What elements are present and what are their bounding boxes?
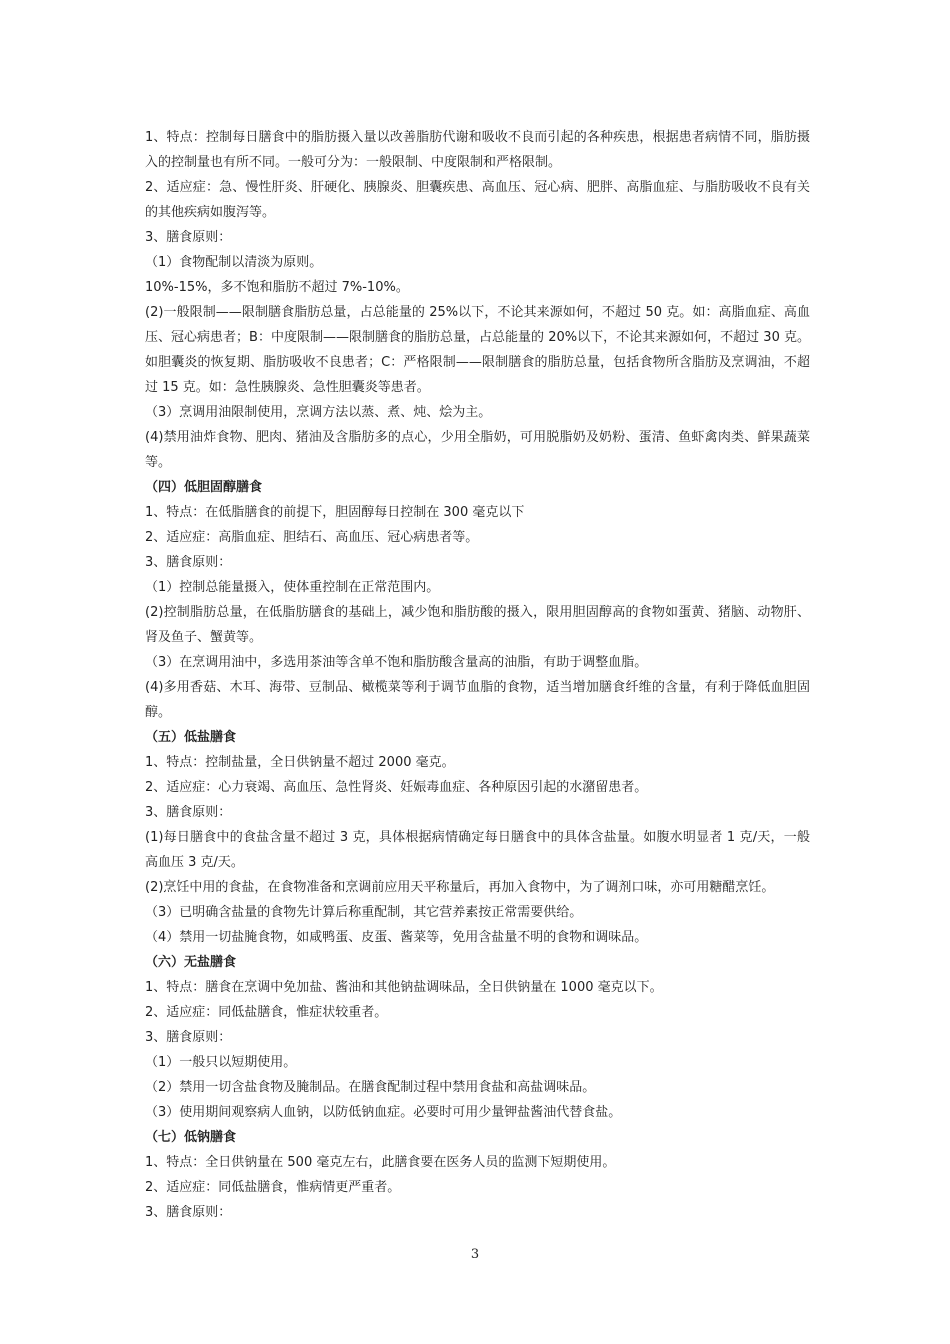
- body-paragraph: （3）在烹调用油中，多选用茶油等含单不饱和脂肪酸含量高的油脂，有助于调整血脂。: [145, 655, 648, 670]
- document-body: [145, 125, 810, 1225]
- body-paragraph: 1、特点：全日供钠量在 500 毫克左右，此膳食要在医务人员的监测下短期使用。: [145, 1155, 616, 1170]
- body-paragraph: （3）烹调用油限制使用，烹调方法以蒸、煮、炖、烩为主。: [145, 405, 492, 420]
- body-paragraph: 2、适应症：同低盐膳食，惟病情更严重者。: [145, 1180, 401, 1195]
- body-paragraph: （3）已明确含盐量的食物先计算后称重配制，其它营养素按正常需要供给。: [145, 905, 583, 920]
- body-paragraph: (2)烹饪中用的食盐，在食物准备和烹调前应用天平称量后，再加入食物中，为了调剂口味，亦可用糖醋烹饪。: [145, 880, 775, 895]
- body-paragraph: 1、特点：控制盐量，全日供钠量不超过 2000 毫克。: [145, 755, 455, 770]
- body-paragraph: (1)每日膳食中的食盐含量不超过 3 克，具体根据病情确定每日膳食中的具体含盐量。如腹水明显者 1 克/天，一般高血压 3 克/天。: [145, 830, 810, 870]
- body-paragraph: 3、膳食原则：: [145, 230, 232, 245]
- body-paragraph: (2)一般限制——限制膳食脂肪总量，占总能量的 25%以下，不论其来源如何，不超过 50 克。如：高脂血症、高血压、冠心病患者；B：中度限制——限制膳食的脂肪总量，占总能量的 20%以下，不论其来源如何，不超过 30 克。如胆囊炎的恢复期、脂肪吸收不良患者；C：严格限制——限制膳食的脂肪总量，包括食物所含脂肪及烹调油，不超过 15 克。如：急性胰腺炎、急性胆囊炎等患者。: [145, 305, 810, 395]
- body-paragraph: （4）禁用一切盐腌食物，如咸鸭蛋、皮蛋、酱菜等，免用含盐量不明的食物和调味品。: [145, 930, 648, 945]
- body-paragraph: 2、适应症：高脂血症、胆结石、高血压、冠心病患者等。: [145, 530, 479, 545]
- body-paragraph: （1）食物配制以清淡为原则。: [145, 255, 323, 270]
- section-heading: （五）低盐膳食: [145, 730, 237, 745]
- body-paragraph: 3、膳食原则：: [145, 1030, 232, 1045]
- body-paragraph: (4)多用香菇、木耳、海带、豆制品、橄榄菜等利于调节血脂的食物，适当增加膳食纤维的含量，有利于降低血胆固醇。: [145, 680, 810, 720]
- section-heading: （四）低胆固醇膳食: [145, 480, 263, 495]
- body-paragraph: 2、适应症：急、慢性肝炎、肝硬化、胰腺炎、胆囊疾患、高血压、冠心病、肥胖、高脂血症、与脂肪吸收不良有关的其他疾病如腹泻等。: [145, 180, 810, 220]
- body-paragraph: 1、特点：在低脂膳食的前提下，胆固醇每日控制在 300 毫克以下: [145, 505, 525, 520]
- body-paragraph: （1）一般只以短期使用。: [145, 1055, 297, 1070]
- section-heading: （七）低钠膳食: [145, 1130, 237, 1145]
- section-heading: （六）无盐膳食: [145, 955, 237, 970]
- body-paragraph: 2、适应症：心力衰竭、高血压、急性肾炎、妊娠毒血症、各种原因引起的水潴留患者。: [145, 780, 648, 795]
- body-paragraph: (4)禁用油炸食物、肥肉、猪油及含脂肪多的点心，少用全脂奶，可用脱脂奶及奶粉、蛋清、鱼虾禽肉类、鲜果蔬菜等。: [145, 430, 810, 470]
- body-paragraph: （2）禁用一切含盐食物及腌制品。在膳食配制过程中禁用食盐和高盐调味品。: [145, 1080, 596, 1095]
- body-paragraph: （3）使用期间观察病人血钠，以防低钠血症。必要时可用少量钾盐酱油代替食盐。: [145, 1105, 622, 1120]
- body-paragraph: 1、特点：膳食在烹调中免加盐、酱油和其他钠盐调味品，全日供钠量在 1000 毫克以下。: [145, 980, 663, 995]
- body-paragraph: （1）控制总能量摄入，使体重控制在正常范围内。: [145, 580, 440, 595]
- body-paragraph: 10%-15%，多不饱和脂肪不超过 7%-10%。: [145, 280, 409, 295]
- body-paragraph: 3、膳食原则：: [145, 1205, 232, 1220]
- body-paragraph: 2、适应症：同低盐膳食，惟症状较重者。: [145, 1005, 388, 1020]
- body-paragraph: 3、膳食原则：: [145, 555, 232, 570]
- page-number: 3: [470, 1247, 480, 1262]
- body-paragraph: 3、膳食原则：: [145, 805, 232, 820]
- body-paragraph: 1、特点：控制每日膳食中的脂肪摄入量以改善脂肪代谢和吸收不良而引起的各种疾患，根据患者病情不同，脂肪摄入的控制量也有所不同。一般可分为：一般限制、中度限制和严格限制。: [145, 130, 810, 170]
- body-paragraph: (2)控制脂肪总量，在低脂肪膳食的基础上，减少饱和脂肪酸的摄入，限用胆固醇高的食物如蛋黄、猪脑、动物肝、肾及鱼子、蟹黄等。: [145, 605, 810, 645]
